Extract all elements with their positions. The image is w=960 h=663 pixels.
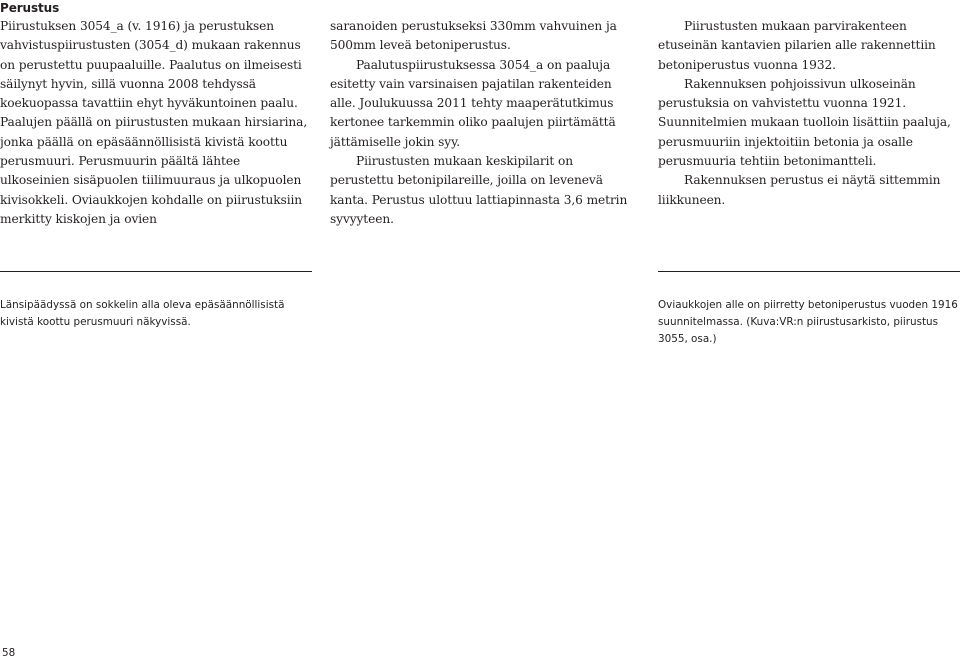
page-number: 58 bbox=[2, 647, 16, 659]
image-caption-right: Oviaukkojen alle on piirretty betoniperustus vuoden 1916 suunnitelmassa. (Kuva:VR:n piirustusarkisto, piirustus 3055, osa.) bbox=[658, 299, 958, 345]
caption-divider-left bbox=[0, 271, 312, 272]
paragraph: Piirustusten mukaan keskipilarit on perustettu betonipilareille, joilla on levenevä kanta. Perustus ulottuu lattiapinnasta 3,6 metrin syvyyteen. bbox=[330, 154, 628, 226]
text-column-left bbox=[0, 0, 312, 229]
paragraph: Piirustuksen 3054_a (v. 1916) ja perustuksen vahvistuspiirustusten (3054_d) mukaan rakennus on perustettu puupaaluille. Paalutus on ilmeisesti säilynyt hyvin, sillä vuonna 2008 tehdyssä koekuopassa tavattiin ehyt hyväkuntoinen paalu. Paalujen päällä on piirustusten mukaan hirsiarina, jonka päällä on epäsäännöllisistä kivistä koottu perusmuuri. Perusmuurin päältä lähtee ulkoseinien sisäpuolen tiilimuuraus ja ulkopuolen kivisokkeli. Oviaukkojen kohdalle on piirustuksiin merkitty kiskojen ja ovien bbox=[0, 19, 308, 226]
section-heading: Perustus bbox=[0, 1, 60, 15]
text-column-middle bbox=[330, 17, 630, 229]
paragraph: saranoiden perustukseksi 330mm vahvuinen ja 500mm leveä betoniperustus. bbox=[330, 19, 617, 53]
paragraph: Paalutuspiirustuksessa 3054_a on paaluja esitetty vain varsinaisen pajatilan rakenteiden alle. Joulukuussa 2011 tehty maaperätutkimus kertonee tarkemmin oliko paalujen piirtämättä jättämiselle jokin syy. bbox=[330, 57, 616, 149]
caption-divider-right bbox=[658, 271, 960, 272]
paragraph: Rakennuksen perustus ei näytä sittemmin liikkuneen. bbox=[658, 173, 941, 207]
text-column-right bbox=[658, 17, 960, 210]
image-caption-left: Länsipäädyssä on sokkelin alla oleva epäsäännöllisistä kivistä koottu perusmuuri näkyvissä. bbox=[0, 299, 285, 328]
paragraph: Piirustusten mukaan parvirakenteen etuseinän kantavien pilarien alle rakennettiin betoniperustus vuonna 1932. bbox=[658, 19, 936, 72]
paragraph: Rakennuksen pohjoissivun ulkoseinän perustuksia on vahvistettu vuonna 1921. Suunnitelmien mukaan tuolloin lisättiin paaluja, perusmuuriin injektoitiin betonia ja osalle perusmuuria tehtiin betonimantteli. bbox=[658, 76, 951, 169]
